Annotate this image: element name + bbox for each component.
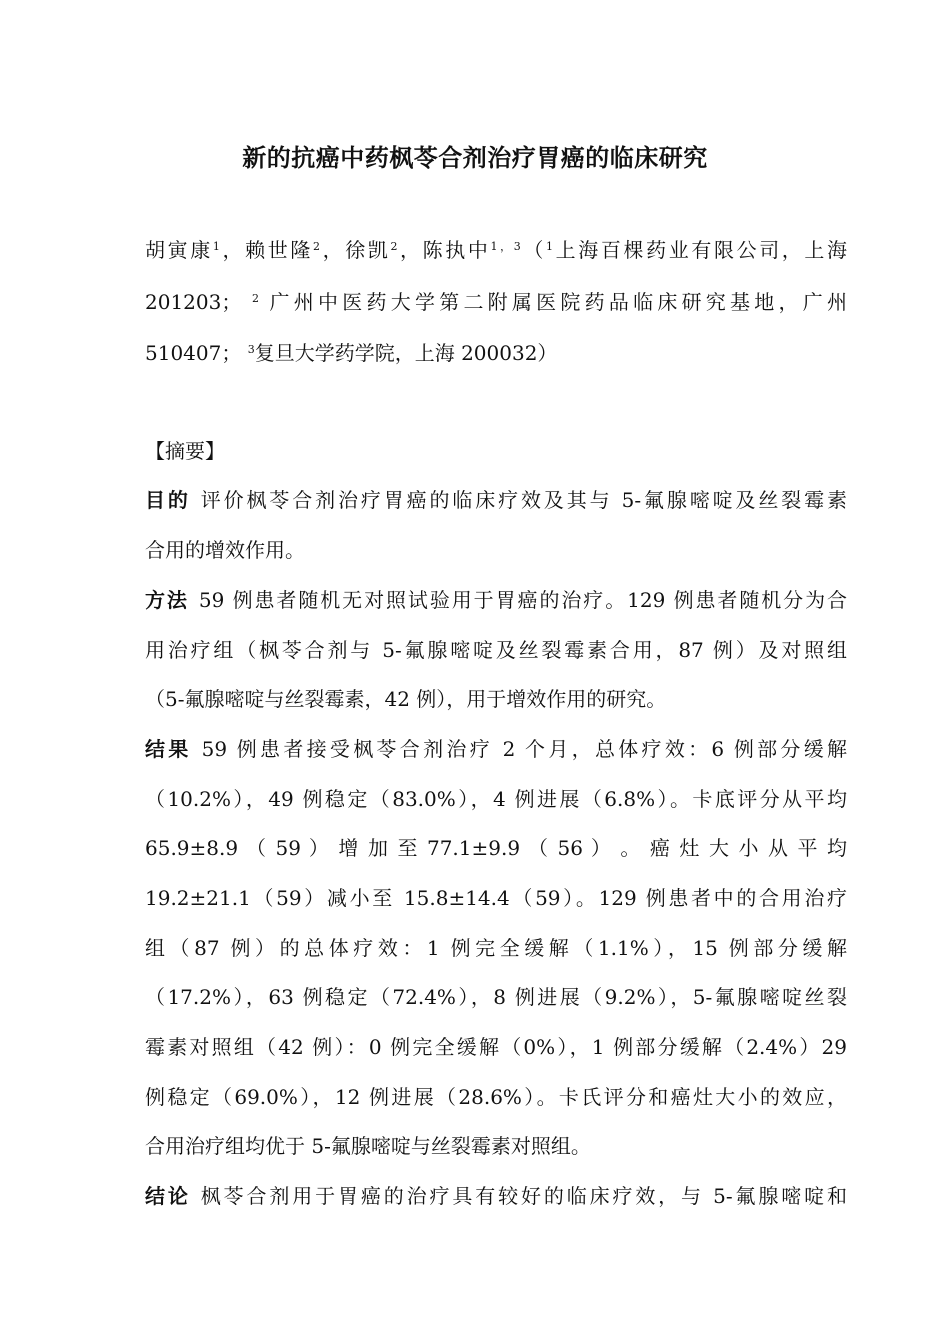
author-text: ，徐凯 <box>319 238 391 262</box>
author-text: ，陈执中 <box>397 238 491 262</box>
affiliation-mark: 1 <box>212 240 220 253</box>
affiliation-mark: 1 <box>546 240 554 253</box>
affiliation-text: 广州中医药大学第二附属医院药品临床研究基地，广州 <box>258 290 847 314</box>
author-line-1 <box>145 236 847 264</box>
affiliation-mark: 3 <box>247 343 255 356</box>
objective-label: 目的 <box>145 488 191 512</box>
affiliation-mark: 1，3 <box>490 240 521 253</box>
result-line: 组（87 例）的总体疗效：1 例完全缓解（1.1%），15 例部分缓解 <box>145 936 847 960</box>
result-label: 结果 <box>145 737 192 761</box>
result-line: 合用治疗组均优于 5-氟腺嘧啶与丝裂霉素对照组。 <box>145 1134 591 1158</box>
author-line-2 <box>145 288 847 316</box>
author-text: ，赖世隆 <box>219 238 313 262</box>
affiliation-mark: 2 <box>390 240 398 253</box>
result-line: 霉素对照组（42 例）：0 例完全缓解（0%），1 例部分缓解（2.4%）29 <box>145 1035 847 1059</box>
method-line: （5-氟腺嘧啶与丝裂霉素，42 例），用于增效作用的研究。 <box>145 687 667 711</box>
author-text: 胡寅康 <box>145 238 213 262</box>
method-line <box>145 586 847 614</box>
conclusion-line <box>145 1182 847 1210</box>
method-line: 用治疗组（枫苓合剂与 5-氟腺嘧啶及丝裂霉素合用，87 例）及对照组 <box>145 638 847 662</box>
result-text: 59 例患者接受枫苓合剂治疗 2 个月，总体疗效：6 例部分缓解 <box>201 737 847 761</box>
result-line: 65.9±8.9 （ 59 ） 增 加 至 77.1±9.9 （ 56 ） 。 癌 灶 大 小 从 平 均 <box>145 836 847 860</box>
method-text: 59 例患者随机无对照试验用于胃癌的治疗。129 例患者随机分为合 <box>198 588 847 612</box>
objective-text: 评价枫苓合剂治疗胃癌的临床疗效及其与 5-氟腺嘧啶及丝裂霉素 <box>200 488 847 512</box>
affiliation-mark: 2 <box>251 292 259 305</box>
affiliation-text: 201203； <box>145 290 252 314</box>
affiliation-text: 510407； <box>145 341 248 365</box>
affiliation-text: 复旦大学药学院，上海 200032） <box>254 341 558 365</box>
result-line: （17.2%），63 例稳定（72.4%），8 例进展（9.2%），5-氟腺嘧啶丝裂 <box>145 985 847 1009</box>
result-line: 例稳定（69.0%），12 例进展（28.6%）。卡氏评分和癌灶大小的效应， <box>145 1085 847 1109</box>
result-line <box>145 735 847 763</box>
method-label: 方法 <box>145 588 189 612</box>
conclusion-label: 结论 <box>145 1184 191 1208</box>
affiliation-mark: 2 <box>312 240 320 253</box>
objective-line: 合用的增效作用。 <box>145 538 305 562</box>
result-line: 19.2±21.1（59）减小至 15.8±14.4（59）。129 例患者中的合用治疗 <box>145 886 847 910</box>
conclusion-text: 枫苓合剂用于胃癌的治疗具有较好的临床疗效，与 5-氟腺嘧啶和 <box>200 1184 847 1208</box>
affiliation-text: 上海百棵药业有限公司，上海 <box>553 238 847 262</box>
author-text: （ <box>520 238 547 262</box>
author-line-3 <box>145 339 847 367</box>
paper-title: 新的抗癌中药枫苓合剂治疗胃癌的临床研究 <box>242 144 708 172</box>
objective-line <box>145 486 847 514</box>
result-line: （10.2%），49 例稳定（83.0%），4 例进展（6.8%）。卡底评分从平均 <box>145 787 847 811</box>
abstract-heading: 【摘要】 <box>145 439 225 463</box>
